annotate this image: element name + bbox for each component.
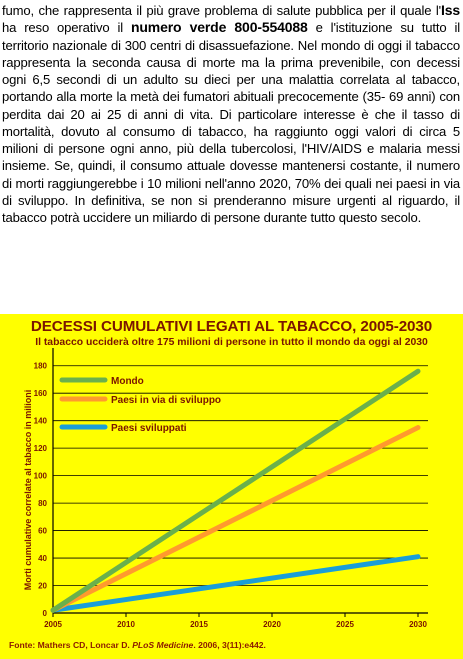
paragraph-text-1: fumo, che rappresenta il più grave problema di salute pubblica per il quale l'	[2, 3, 441, 18]
chart-subtitle: Il tabacco ucciderà oltre 175 milioni di persone in tutto il mondo da oggi al 2030	[35, 337, 428, 348]
y-tick-label: 140	[33, 416, 47, 426]
y-tick-label: 100	[33, 471, 47, 481]
chart-title: DECESSI CUMULATIVI LEGATI AL TABACCO, 2005-2030	[30, 318, 433, 335]
legend-item-paesi-in-via-di-sviluppo-label: Paesi in via di sviluppo	[111, 395, 222, 406]
y-tick-label: 40	[38, 554, 47, 564]
source-journal: PLoS Medicine	[132, 640, 194, 650]
x-tick-label: 2020	[263, 620, 281, 629]
paragraph-text-2: ha reso operativo il	[2, 20, 131, 36]
y-tick-label: 60	[38, 526, 47, 536]
series-line-mondo	[53, 371, 418, 610]
x-tick-label: 2015	[190, 620, 208, 629]
x-tick-label: 2030	[409, 620, 427, 629]
legend-item-mondo-label: Mondo	[111, 376, 144, 387]
series-lines	[53, 371, 418, 610]
legend	[62, 376, 221, 434]
y-tick-label: 180	[33, 361, 47, 371]
legend-item-paesi-sviluppati-label: Paesi sviluppati	[111, 423, 187, 434]
x-tick-label: 2005	[44, 620, 62, 629]
y-tick-label: 120	[33, 444, 47, 454]
paragraph-text-3: e l'istituzione su tutto il territorio nazionale di 300 centri di disassuefazione. Nel mondo di oggi il tabacco rappresenta la seconda causa di morte ma la prima prevenibile, con decessi ogni 6,5 secondi di un adulto su dieci per una malattia correlata al tabacco, portando alla morte la metà dei fumatori abituali precocemente (35- 69 anni) con perdita dai 20 ai 25 di anni di vita. Di particolare interesse è che il tasso di mortalità, dovuto al consumo di tabacco, ha raggiunto oggi valori di circa 5 milioni di persone ogni anno, più della tubercolosi, l'HIV/AIDS e malaria messi insieme. Se, quindi, il consumo attuale dovesse mantenersi costante, il numero di morti raggiungerebbe i 10 milioni nell'anno 2020, 70% dei quali nei paesi in via di sviluppo. In definitiva, se non si prenderanno misure urgenti al riguardo, il tabacco potrà uccidere un miliardo di persone durante tutto questo secolo.	[2, 20, 460, 225]
y-tick-label: 80	[38, 499, 47, 509]
x-tick-label: 2025	[336, 620, 354, 629]
source-suffix: . 2006, 3(11):e442.	[193, 640, 266, 650]
y-tick-label: 20	[38, 581, 47, 591]
y-axis-label: Morti cumulative correlate al tabacco in milioni	[23, 389, 33, 591]
source-citation	[9, 640, 266, 650]
numero-verde-bold: numero verde 800-554088	[130, 19, 308, 36]
y-tick-label: 0	[42, 609, 47, 618]
x-tick-label: 2010	[117, 620, 135, 629]
source-prefix: Fonte: Mathers CD, Loncar D.	[9, 640, 133, 650]
iss-bold: Iss	[440, 2, 460, 18]
y-tick-label: 160	[33, 389, 47, 399]
